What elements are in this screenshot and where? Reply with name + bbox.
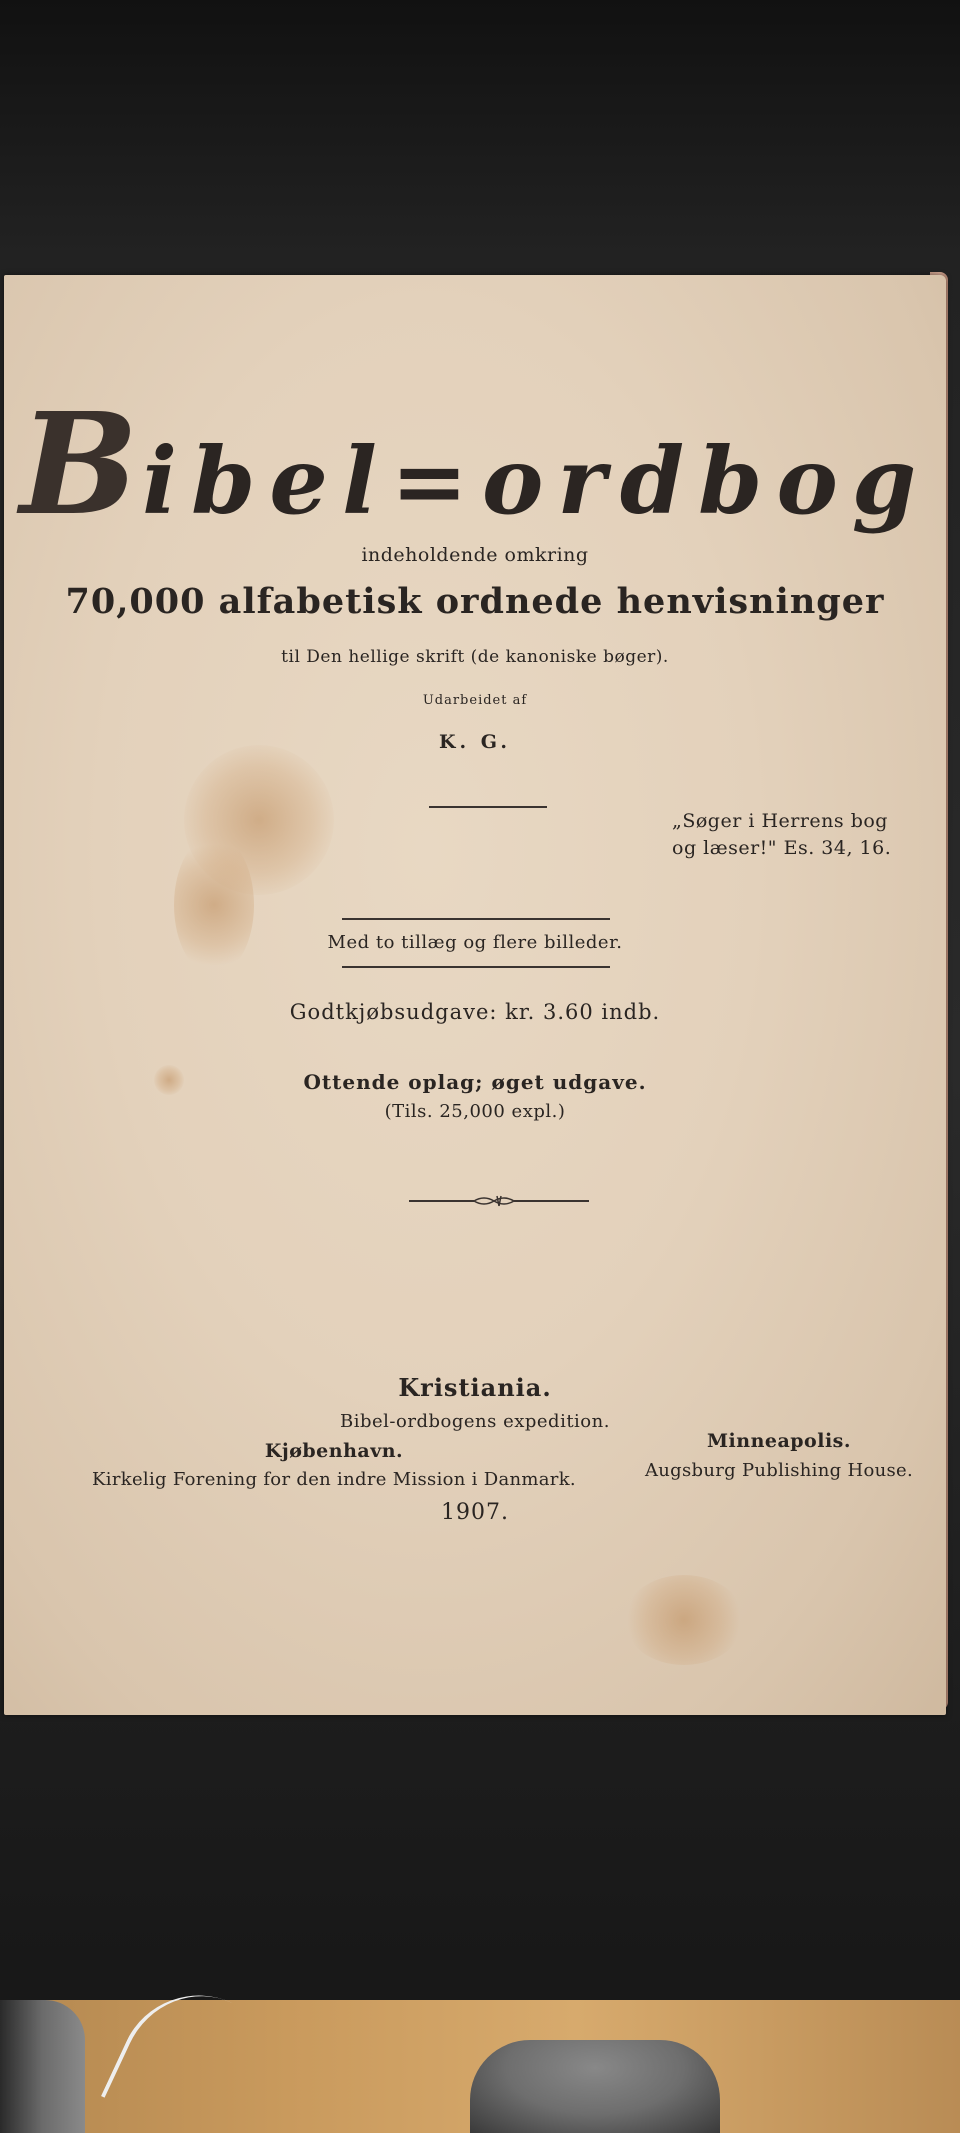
stain <box>174 835 254 975</box>
minneapolis-publisher: Augsburg Publishing House. <box>644 1460 914 1481</box>
headline: 70,000 alfabetisk ordnede henvisninger <box>65 581 885 622</box>
title-page <box>4 275 946 1715</box>
epigraph-line-2: og læser!" Es. 34, 16. <box>672 837 892 859</box>
stain <box>624 1575 744 1665</box>
supplement-rule-bottom <box>342 966 610 968</box>
copenhagen-city: Kjøbenhavn. <box>264 1440 404 1462</box>
divider-rule <box>429 806 547 808</box>
epigraph <box>672 808 891 862</box>
edition: Ottende oplag; øget udgave. <box>303 1070 647 1094</box>
minneapolis-city: Minneapolis. <box>707 1430 851 1452</box>
publisher-city: Kristiania. <box>398 1373 552 1402</box>
epigraph-line-1: „Søger i Herrens bog <box>672 810 888 832</box>
copenhagen-publisher: Kirkelig Forening for den indre Mission i Danmark. <box>92 1469 576 1490</box>
editor-label: Udarbeidet af <box>422 693 528 708</box>
subtitle: indeholdende omkring <box>361 544 589 566</box>
title-initial: B <box>19 383 143 547</box>
publication-year: 1907. <box>441 1500 509 1525</box>
white-cable <box>101 1969 363 2133</box>
title-rest: ibel=ordbog <box>142 427 931 535</box>
price: Godtkjøbsudgave: kr. 3.60 indb. <box>289 1000 661 1024</box>
supplement-note: Med to tillæg og flere billeder. <box>327 932 623 953</box>
ornament-divider <box>409 1193 589 1209</box>
supplement-rule-top <box>342 918 610 920</box>
copies: (Tils. 25,000 expl.) <box>384 1101 566 1122</box>
publisher-name: Bibel-ordbogens expedition. <box>340 1411 610 1432</box>
sock-left <box>0 2000 85 2133</box>
book-title <box>4 383 946 547</box>
sock-right <box>470 2040 720 2133</box>
subline: til Den hellige skrift (de kanoniske bøger). <box>281 647 669 667</box>
author: K. G. <box>439 731 511 753</box>
